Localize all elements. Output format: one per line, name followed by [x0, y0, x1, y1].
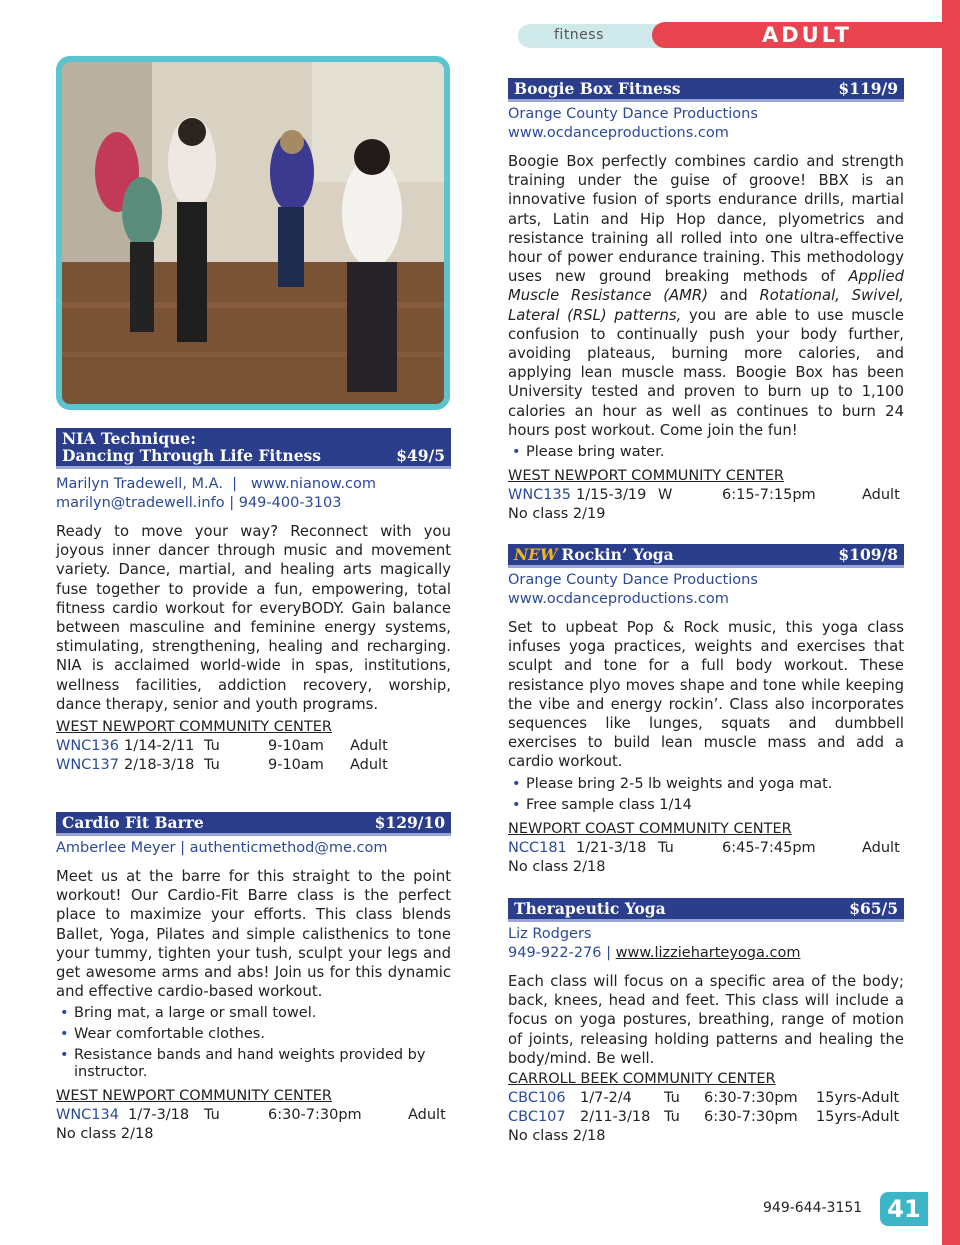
session-day: Tu — [664, 1109, 680, 1126]
session-row — [508, 486, 904, 505]
rockin-class — [508, 544, 904, 877]
session-code[interactable]: WNC134 — [56, 1107, 119, 1124]
session-row — [56, 756, 451, 775]
therapeutic-instructor: Liz Rodgers — [508, 926, 592, 942]
rockin-price: $109/8 — [838, 545, 898, 564]
session-row — [56, 737, 451, 756]
session-dates: 2/18-3/18 — [124, 757, 195, 774]
nia-email-link[interactable]: marilyn@tradewell.info — [56, 495, 225, 511]
session-time: 6:45-7:45pm — [722, 839, 816, 856]
class-photo — [56, 56, 450, 410]
session-code[interactable]: CBC106 — [508, 1090, 566, 1107]
session-time: 6:30-7:30pm — [704, 1090, 798, 1107]
session-code[interactable]: NCC181 — [508, 839, 567, 856]
session-dates: 1/15-3/19 — [576, 487, 647, 504]
nia-location: WEST NEWPORT COMMUNITY CENTER — [56, 719, 333, 736]
bullet-item: • Free sample class 1/14 — [508, 797, 904, 814]
barre-title: Cardio Fit Barre — [62, 813, 204, 832]
barre-bullets — [56, 1005, 451, 1081]
therapeutic-header — [508, 898, 904, 922]
footer-phone: 949-644-3151 — [763, 1200, 863, 1216]
nia-website-link[interactable]: www.nianow.com — [250, 476, 377, 492]
session-age: Adult — [408, 1107, 446, 1124]
session-age: Adult — [350, 757, 388, 774]
session-time: 9-10am — [268, 738, 324, 755]
nia-instructor: Marilyn Tradewell, M.A. — [56, 476, 223, 492]
session-day: Tu — [658, 839, 674, 856]
session-row — [508, 1108, 904, 1127]
session-time: 6:30-7:30pm — [268, 1107, 362, 1124]
page-edge-bar — [942, 0, 960, 1245]
session-age: Adult — [862, 839, 900, 856]
therapeutic-location: CARROLL BEEK COMMUNITY CENTER — [508, 1071, 776, 1088]
nia-phone: 949-400-3103 — [238, 495, 342, 511]
bullet-item: • Resistance bands and hand weights provided by instructor. — [56, 1047, 451, 1081]
nia-title-line2: Dancing Through Life Fitness — [62, 446, 322, 465]
session-row — [508, 1089, 904, 1108]
session-time: 6:30-7:30pm — [704, 1109, 798, 1126]
therapeutic-website-link[interactable]: www.lizzieharteyoga.com — [615, 945, 801, 961]
session-dates: 2/11-3/18 — [580, 1109, 651, 1126]
session-code[interactable]: WNC137 — [56, 757, 119, 774]
barre-price: $129/10 — [374, 813, 445, 832]
session-code[interactable]: WNC135 — [508, 487, 571, 504]
dancers-illustration — [62, 62, 444, 404]
barre-email-link[interactable]: authenticmethod@me.com — [189, 840, 388, 856]
boogie-location: WEST NEWPORT COMMUNITY CENTER — [508, 468, 785, 485]
boogie-price: $119/9 — [838, 79, 898, 98]
audience-tab — [652, 22, 942, 48]
nia-price: $49/5 — [396, 446, 445, 465]
session-age: Adult — [350, 738, 388, 755]
nia-class: NIA Technique: Dancing Through Life Fitness $49/5 Marilyn Tradewell, M.A. | www.nianow.com marilyn@tradewell.info | 949-400-3103 Ready to move your way? Reconnect with you joyous inner dancer through music and movement variety. Dance, martial, and healing arts magically fuse together to provide a fun, empowering, total fitness cardio workout for everyBODY. Gain balance between masculine and feminine energy systems, stimulating, strengthening, healing and recharging. NIA is acclaimed world-wide in spas, institutions, wellness facilities, addiction recovery, worship, dance therapy, senior and youth programs. WEST NEWPORT COMMUNITY CENTER WNC136 1/14-2/11 Tu 9-10am Adult WNC137 2/18-3/18 Tu 9-10am Adult — [56, 429, 451, 774]
therapeutic-note: No class 2/18 — [508, 1128, 606, 1145]
rockin-description: Set to upbeat Pop & Rock music, this yoga class infuses yoga practices, weights and exercises that sculpt and tone for a full body workout. These resistance plyo moves shape and tone while keeping the vibe and energy rockin’. Class also incorporates sequences like lunges, squats and dumbbell exercises to build lean muscle mass and add a cardio workout. — [508, 619, 904, 771]
therapeutic-description: Each class will focus on a specific area of the body; back, knees, head and feet. This class will include a focus on yoga postures, breathing, range of motion of joints, releasing holding patterns and healing the body/mind. Be well. — [508, 973, 904, 1067]
nia-header — [56, 428, 451, 469]
therapeutic-title: Therapeutic Yoga — [514, 899, 666, 918]
boogie-header — [508, 78, 904, 102]
session-dates: 1/21-3/18 — [576, 839, 647, 856]
session-day: Tu — [204, 1107, 220, 1124]
page-number: 41 — [880, 1192, 928, 1226]
rockin-note: No class 2/18 — [508, 858, 606, 875]
bullet-item: • Please bring 2-5 lb weights and yoga mat. — [508, 776, 904, 793]
session-dates: 1/7-2/4 — [580, 1090, 632, 1107]
bullet-item: • Wear comfortable clothes. — [56, 1026, 451, 1043]
new-badge: NEW — [514, 545, 558, 564]
barre-instructor: Amberlee Meyer — [56, 840, 176, 856]
desc-text: and — [707, 287, 760, 305]
bullet-item: • Please bring water. — [508, 444, 904, 461]
rockin-title: Rockin’ Yoga — [561, 545, 674, 564]
session-age: 15yrs-Adult — [816, 1109, 900, 1126]
boogie-website-link[interactable]: www.ocdanceproductions.com — [508, 125, 729, 141]
barre-header — [56, 812, 451, 836]
boogie-description — [508, 152, 904, 440]
rockin-location: NEWPORT COAST COMMUNITY CENTER — [508, 820, 792, 837]
barre-class: Cardio Fit Barre $129/10 Amberlee Meyer | authenticmethod@me.com Meet us at the barre for this straight to the point workout! Our Cardio-Fit Barre class is the perfect place to maximize your efforts. This class blends Ballet, Yoga, Pilates and simple calisthenics to tone your tummy, tighten your tush, sculpt your legs and get awesome arms and abs! Join us for this dynamic and effective cardio-based workout. • Bring mat, a large or small towel. • Wear comfortable clothes. • Resistance bands and hand weights provided by instructor. WEST NEWPORT COMMUNITY CENTER WNC134 1/7-3/18 Tu 6:30-7:30pm Adult No class 2/18 — [56, 812, 451, 1144]
session-day: Tu — [204, 738, 220, 755]
therapeutic-class: Therapeutic Yoga $65/5 Liz Rodgers 949-922-276 | www.lizzieharteyoga.com Each class will focus on a specific area of the body; back, knees, head and feet. This class will include a focus on yoga postures, breathing, range of motion of joints, releasing holding patterns and healing the body/mind. Be well. CARROLL BEEK COMMUNITY CENTER CBC106 1/7-2/4 Tu 6:30-7:30pm 15yrs-Adult CBC107 2/11-3/18 Tu 6:30-7:30pm 15yrs-Adult No class 2/18 — [508, 899, 904, 1145]
session-day: W — [658, 487, 673, 504]
desc-text: you are able to use muscle confusion to continually push your body further, avoiding plateaus, burning more calories, and applying lean muscle mass. Boogie Box has been University tested and proven to burn up to 1,100 calories an hour as well as continues to burn 24 hours post workout. Come join the fun! — [508, 306, 904, 439]
boogie-bullets — [508, 444, 904, 461]
rockin-website-link[interactable]: www.ocdanceproductions.com — [508, 591, 729, 607]
boogie-class — [508, 78, 904, 524]
session-code[interactable]: CBC107 — [508, 1109, 566, 1126]
session-day: Tu — [204, 757, 220, 774]
barre-description: Meet us at the barre for this straight to the point workout! Our Cardio-Fit Barre class is the perfect place to maximize your efforts. This class blends Ballet, Yoga, Pilates and simple calisthenics to tone your tummy, tighten your tush, sculpt your legs and get awesome arms and abs! Join us for this dynamic and effective cardio-based workout. — [56, 868, 451, 1001]
boogie-provider: Orange County Dance Productions — [508, 106, 758, 122]
session-row — [56, 1106, 451, 1125]
barre-location: WEST NEWPORT COMMUNITY CENTER — [56, 1088, 333, 1105]
rockin-bullets — [508, 776, 904, 814]
desc-text: Boogie Box perfectly combines cardio and strength training under the guise of groove! BBX is an innovative fusion of sports endurance drills, martial arts, Latin and Hip Hop dance, plyometrics and resistance training all rolled into one ultra-effective hour of power endurance training. This methodology uses new ground breaking methods of — [508, 153, 904, 286]
session-dates: 1/7-3/18 — [128, 1107, 190, 1124]
nia-title-line1: NIA Technique: — [62, 429, 197, 448]
session-time: 6:15-7:15pm — [722, 487, 816, 504]
session-age: 15yrs-Adult — [816, 1090, 900, 1107]
session-time: 9-10am — [268, 757, 324, 774]
rockin-header — [508, 544, 904, 568]
desc-italic: Applied Muscle Resistance (AMR) — [508, 268, 904, 305]
session-dates: 1/14-2/11 — [124, 738, 195, 755]
session-age: Adult — [862, 487, 900, 504]
nia-description: Ready to move your way? Reconnect with you joyous inner dancer through music and movement variety. Dance, martial, and healing arts magically fuse together to provide a fun, empowering, total fitness cardio workout for everyBODY. Gain balance between masculine and feminine energy systems, stimulating, strengthening, healing and recharging. NIA is acclaimed world-wide in spas, institutions, wellness facilities, addiction recovery, worship, dance therapy, senior and youth programs. — [56, 523, 451, 713]
session-day: Tu — [664, 1090, 680, 1107]
barre-note: No class 2/18 — [56, 1126, 154, 1143]
section-label: fitness — [554, 27, 604, 43]
desc-italic: Rotational, Swivel, Lateral (RSL) patterns, — [508, 287, 904, 324]
therapeutic-price: $65/5 — [849, 899, 898, 918]
session-code[interactable]: WNC136 — [56, 738, 119, 755]
rockin-provider: Orange County Dance Productions — [508, 572, 758, 588]
boogie-note: No class 2/19 — [508, 506, 606, 523]
audience-label: ADULT — [762, 23, 852, 47]
boogie-title: Boogie Box Fitness — [514, 79, 681, 98]
therapeutic-phone: 949-922-276 — [508, 945, 602, 961]
session-row — [508, 839, 904, 858]
bullet-item: • Bring mat, a large or small towel. — [56, 1005, 451, 1022]
